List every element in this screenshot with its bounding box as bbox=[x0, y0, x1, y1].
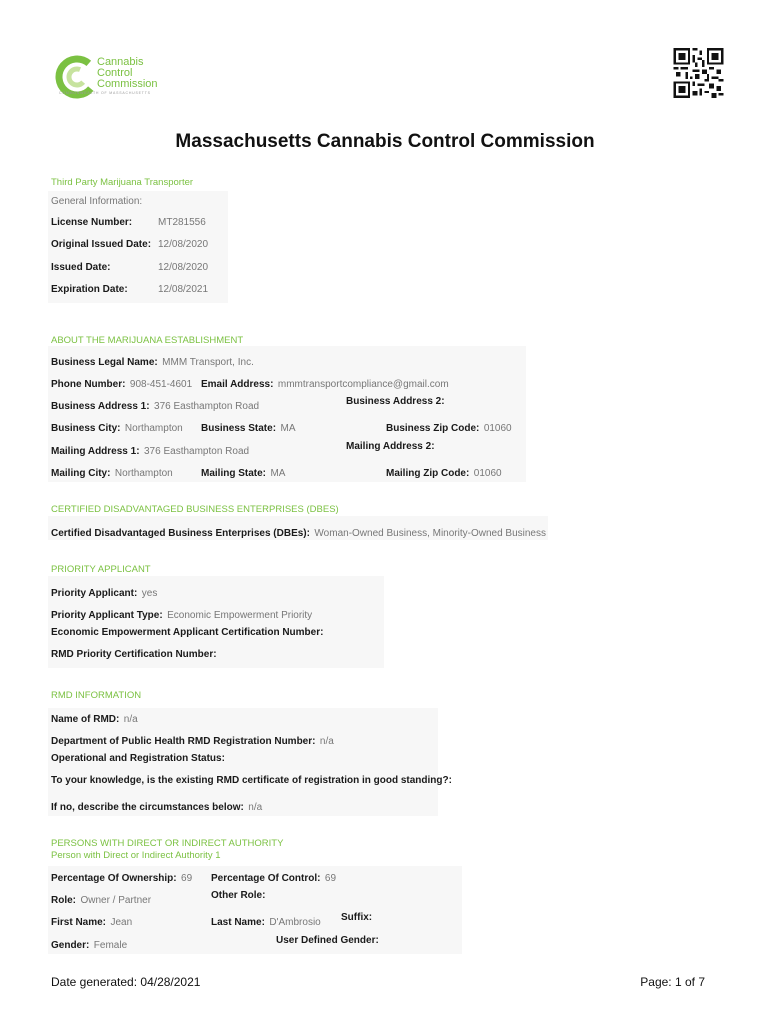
business-city-label: Business City: bbox=[51, 423, 121, 434]
logo-tagline: COMMONWEALTH OF MASSACHUSETTS bbox=[59, 91, 151, 95]
original-issued-date-label: Original Issued Date: bbox=[51, 239, 152, 250]
gender-row bbox=[51, 935, 127, 953]
last-name-label: Last Name: bbox=[211, 917, 265, 928]
license-number-label: License Number: bbox=[51, 217, 133, 228]
ee-certification-label: Economic Empowerment Applicant Certification Number: bbox=[51, 627, 324, 638]
circumstances-label: If no, describe the circumstances below: bbox=[51, 802, 244, 813]
mailing-city-row bbox=[51, 463, 173, 481]
business-zip-row bbox=[386, 418, 512, 436]
other-role-label: Other Role: bbox=[211, 890, 266, 901]
business-address-2-label: Business Address 2: bbox=[346, 396, 445, 407]
circumstances-value: n/a bbox=[248, 802, 263, 813]
logo-line-3: Commission bbox=[97, 78, 158, 90]
priority-applicant-label: Priority Applicant: bbox=[51, 588, 138, 599]
persons-subheading: Person with Direct or Indirect Authority 1 bbox=[51, 850, 221, 861]
priority-heading: PRIORITY APPLICANT bbox=[51, 564, 151, 575]
role-value: Owner / Partner bbox=[80, 895, 152, 906]
rmd-heading: RMD INFORMATION bbox=[51, 690, 142, 701]
mailing-address-2-label: Mailing Address 2: bbox=[346, 441, 435, 452]
page-title: Massachusetts Cannabis Control Commission bbox=[175, 131, 595, 152]
date-generated: Date generated: 04/28/2021 bbox=[51, 975, 201, 989]
suffix-label: Suffix: bbox=[341, 912, 373, 923]
mailing-state-value: MA bbox=[270, 468, 286, 479]
gender-label: Gender: bbox=[51, 940, 90, 951]
mailing-zip-value: 01060 bbox=[473, 468, 502, 479]
expiration-date-value: 12/08/2021 bbox=[158, 284, 209, 295]
priority-applicant-value: yes bbox=[141, 588, 158, 599]
role-row bbox=[51, 890, 151, 908]
last-name-value: D'Ambrosio bbox=[269, 917, 321, 928]
legal-name-label: Business Legal Name: bbox=[51, 357, 158, 368]
business-address-1-value: 376 Easthampton Road bbox=[154, 401, 260, 412]
gender-value: Female bbox=[93, 940, 128, 951]
phone-row bbox=[51, 374, 192, 392]
rmd-name-label: Name of RMD: bbox=[51, 714, 120, 725]
mailing-state-row bbox=[201, 463, 285, 481]
business-address-1-label: Business Address 1: bbox=[51, 401, 150, 412]
mailing-address-1-row bbox=[51, 441, 249, 459]
priority-type-row bbox=[51, 605, 312, 623]
license-number-value: MT281556 bbox=[158, 217, 206, 228]
phone-label: Phone Number: bbox=[51, 379, 126, 390]
dbe-heading: CERTIFIED DISADVANTAGED BUSINESS ENTERPRISES (DBES) bbox=[51, 504, 339, 515]
rmd-name-row bbox=[51, 709, 138, 727]
control-label: Percentage Of Control: bbox=[211, 873, 321, 884]
email-label: Email Address: bbox=[201, 379, 274, 390]
qr-code-icon bbox=[672, 48, 725, 98]
first-name-label: First Name: bbox=[51, 917, 107, 928]
ownership-value: 69 bbox=[181, 873, 193, 884]
phone-value: 908-451-4601 bbox=[129, 379, 193, 390]
expiration-date-label: Expiration Date: bbox=[51, 284, 128, 295]
control-value: 69 bbox=[324, 873, 337, 884]
priority-type-value: Economic Empowerment Priority bbox=[167, 610, 313, 621]
good-standing-label: To your knowledge, is the existing RMD certificate of registration in good standing?: bbox=[51, 775, 452, 786]
establishment-heading: ABOUT THE MARIJUANA ESTABLISHMENT bbox=[51, 335, 244, 346]
email-row bbox=[201, 374, 449, 392]
dbe-value: Woman-Owned Business, Minority-Owned Business bbox=[314, 528, 546, 539]
dph-registration-row bbox=[51, 731, 334, 749]
license-type: Third Party Marijuana Transporter bbox=[51, 177, 194, 188]
business-address-1-row bbox=[51, 396, 259, 414]
last-name-row bbox=[211, 912, 321, 930]
legal-name-row bbox=[51, 352, 254, 370]
original-issued-date-value: 12/08/2020 bbox=[158, 239, 209, 250]
control-row bbox=[211, 868, 336, 886]
persons-heading: PERSONS WITH DIRECT OR INDIRECT AUTHORITY bbox=[51, 838, 284, 849]
rmd-name-value: n/a bbox=[123, 714, 138, 725]
operational-status-label: Operational and Registration Status: bbox=[51, 753, 225, 764]
first-name-value: Jean bbox=[110, 917, 133, 928]
rmd-priority-certification-label: RMD Priority Certification Number: bbox=[51, 649, 217, 660]
business-state-value: MA bbox=[280, 423, 296, 434]
logo-line-1: Cannabis bbox=[97, 56, 144, 68]
mailing-zip-label: Mailing Zip Code: bbox=[386, 468, 470, 479]
ownership-label: Percentage Of Ownership: bbox=[51, 873, 177, 884]
mailing-city-label: Mailing City: bbox=[51, 468, 111, 479]
mailing-address-1-value: 376 Easthampton Road bbox=[144, 446, 250, 457]
page-number: Page: 1 of 7 bbox=[640, 975, 705, 989]
business-state-label: Business State: bbox=[201, 423, 277, 434]
mailing-city-value: Northampton bbox=[114, 468, 173, 479]
priority-type-label: Priority Applicant Type: bbox=[51, 610, 163, 621]
business-zip-value: 01060 bbox=[483, 423, 512, 434]
dph-registration-label: Department of Public Health RMD Registration Number: bbox=[51, 736, 316, 747]
mailing-zip-row bbox=[386, 463, 502, 481]
business-city-value: Northampton bbox=[124, 423, 183, 434]
role-label: Role: bbox=[51, 895, 76, 906]
dbe-row bbox=[51, 523, 546, 541]
issued-date-label: Issued Date: bbox=[51, 262, 111, 273]
priority-applicant-row bbox=[51, 583, 157, 601]
ownership-row bbox=[51, 868, 192, 886]
user-defined-gender-label: User Defined Gender: bbox=[276, 935, 379, 946]
mailing-state-label: Mailing State: bbox=[201, 468, 267, 479]
business-state-row bbox=[201, 418, 295, 436]
dph-registration-value: n/a bbox=[319, 736, 334, 747]
issued-date-value: 12/08/2020 bbox=[158, 262, 209, 273]
email-value: mmmtransportcompliance@gmail.com bbox=[277, 379, 449, 390]
logo-line-2: Control bbox=[97, 67, 133, 79]
mailing-address-1-label: Mailing Address 1: bbox=[51, 446, 140, 457]
business-zip-label: Business Zip Code: bbox=[386, 423, 480, 434]
dbe-label: Certified Disadvantaged Business Enterprises (DBEs): bbox=[51, 528, 310, 539]
legal-name-value: MMM Transport, Inc. bbox=[162, 357, 254, 368]
first-name-row bbox=[51, 912, 132, 930]
circumstances-row bbox=[51, 797, 262, 815]
business-city-row bbox=[51, 418, 183, 436]
general-information-label: General Information: bbox=[51, 196, 143, 207]
